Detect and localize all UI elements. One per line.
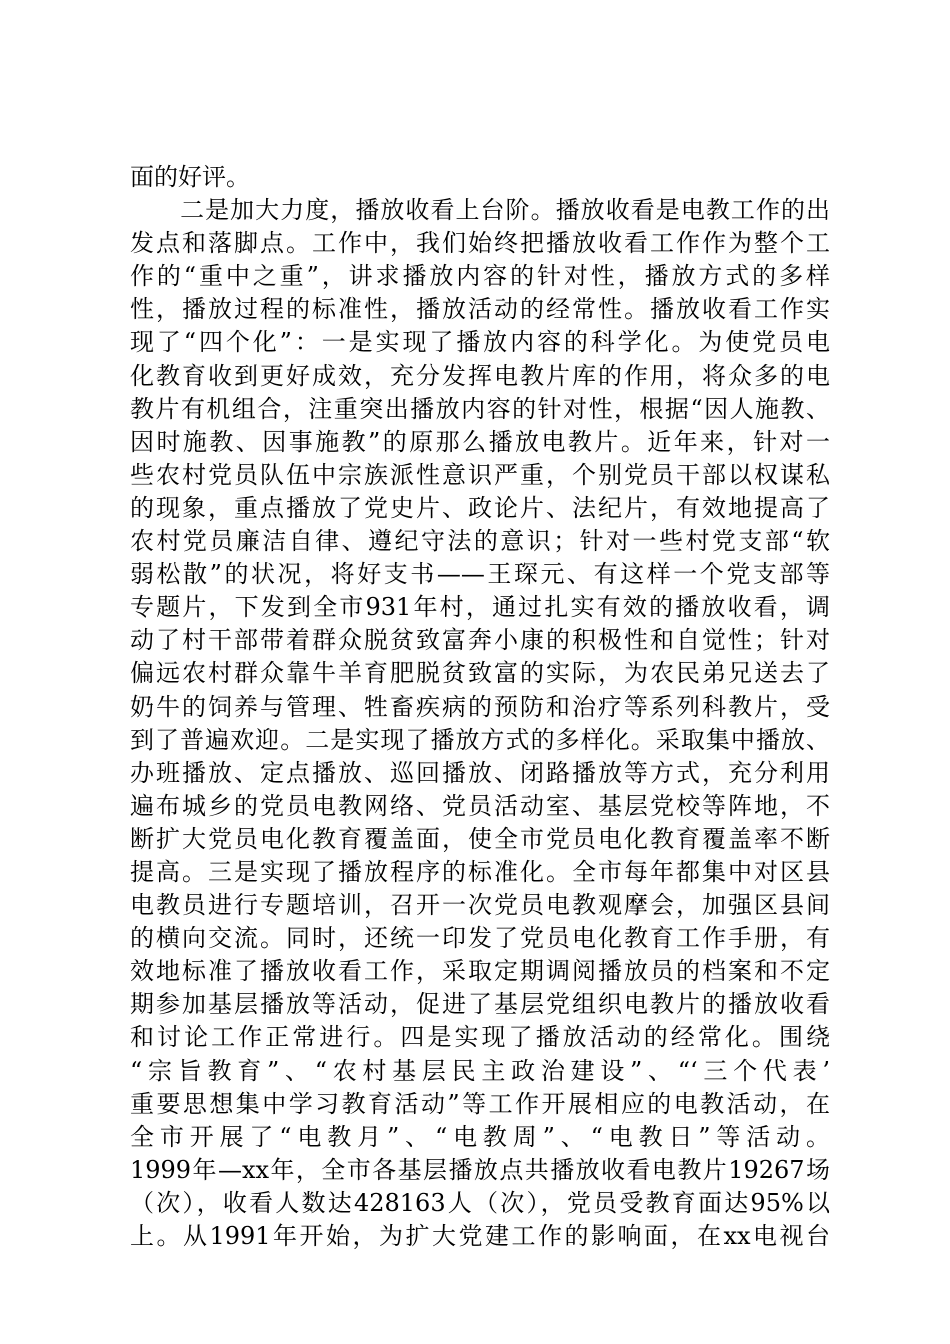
text-line: 的横向交流。同时，还统一印发了党员电化教育工作手册，有	[130, 924, 830, 953]
text-line: 二是加大力度，播放收看上台阶。播放收看是电教工作的出	[130, 196, 830, 225]
text-line: 办班播放、定点播放、巡回播放、闭路播放等方式，充分利用	[130, 758, 830, 787]
text-line: 动了村干部带着群众脱贫致富奔小康的积极性和自觉性；针对	[130, 626, 830, 655]
text-line: 化教育收到更好成效，充分发挥电教片库的作用，将众多的电	[130, 361, 830, 390]
text-line: 面的好评。	[130, 163, 250, 191]
text-line: 发点和落脚点。工作中，我们始终把播放收看工作作为整个工	[130, 229, 830, 258]
text-line: 作的“重中之重”，讲求播放内容的针对性，播放方式的多样	[130, 262, 830, 291]
text-line: 奶牛的饲养与管理、牲畜疾病的预防和治疗等系列科教片，受	[130, 692, 830, 721]
text-line: 遍布城乡的党员电教网络、党员活动室、基层党校等阵地，不	[130, 791, 830, 820]
text-line: 性，播放过程的标准性，播放活动的经常性。播放收看工作实	[130, 295, 830, 324]
body-text	[130, 161, 830, 1253]
text-line: （次），收看人数达428163人（次），党员受教育面达95%以	[130, 1188, 830, 1217]
text-line: 电教员进行专题培训，召开一次党员电教观摩会，加强区县间	[130, 891, 830, 920]
text-line: 1999年—xx年，全市各基层播放点共播放收看电教片19267场	[130, 1155, 830, 1184]
text-line: 现了“四个化”：一是实现了播放内容的科学化。为使党员电	[130, 328, 830, 357]
text-line: “宗旨教育”、“农村基层民主政治建设”、“‘三个代表’	[130, 1056, 830, 1085]
text-line: 期参加基层播放等活动，促进了基层党组织电教片的播放收看	[130, 990, 830, 1019]
text-line: 些农村党员队伍中宗族派性意识严重，个别党员干部以权谋私	[130, 460, 830, 489]
text-line: 偏远农村群众靠牛羊育肥脱贫致富的实际，为农民弟兄送去了	[130, 659, 830, 688]
text-line: 和讨论工作正常进行。四是实现了播放活动的经常化。围绕	[130, 1023, 830, 1052]
text-line: 全市开展了“电教月”、“电教周”、“电教日”等活动。	[130, 1122, 830, 1151]
text-line: 提高。三是实现了播放程序的标准化。全市每年都集中对区县	[130, 857, 830, 886]
text-line: 农村党员廉洁自律、遵纪守法的意识；针对一些村党支部“软	[130, 527, 830, 556]
text-line: 因时施教、因事施教”的原那么播放电教片。近年来，针对一	[130, 427, 830, 456]
text-line: 专题片，下发到全市931年村，通过扎实有效的播放收看，调	[130, 593, 830, 622]
text-line: 断扩大党员电化教育覆盖面，使全市党员电化教育覆盖率不断	[130, 824, 830, 853]
text-line: 效地标准了播放收看工作，采取定期调阅播放员的档案和不定	[130, 957, 830, 986]
text-line: 重要思想集中学习教育活动”等工作开展相应的电教活动，在	[130, 1089, 830, 1118]
text-line: 教片有机组合，注重突出播放内容的针对性，根据“因人施教、	[130, 394, 830, 423]
text-line: 到了普遍欢迎。二是实现了播放方式的多样化。采取集中播放、	[130, 725, 830, 754]
text-line: 的现象，重点播放了党史片、政论片、法纪片，有效地提高了	[130, 493, 830, 522]
text-line: 弱松散”的状况，将好支书——王琛元、有这样一个党支部等	[130, 560, 830, 589]
text-line: 上。从1991年开始，为扩大党建工作的影响面，在xx电视台	[130, 1222, 830, 1250]
